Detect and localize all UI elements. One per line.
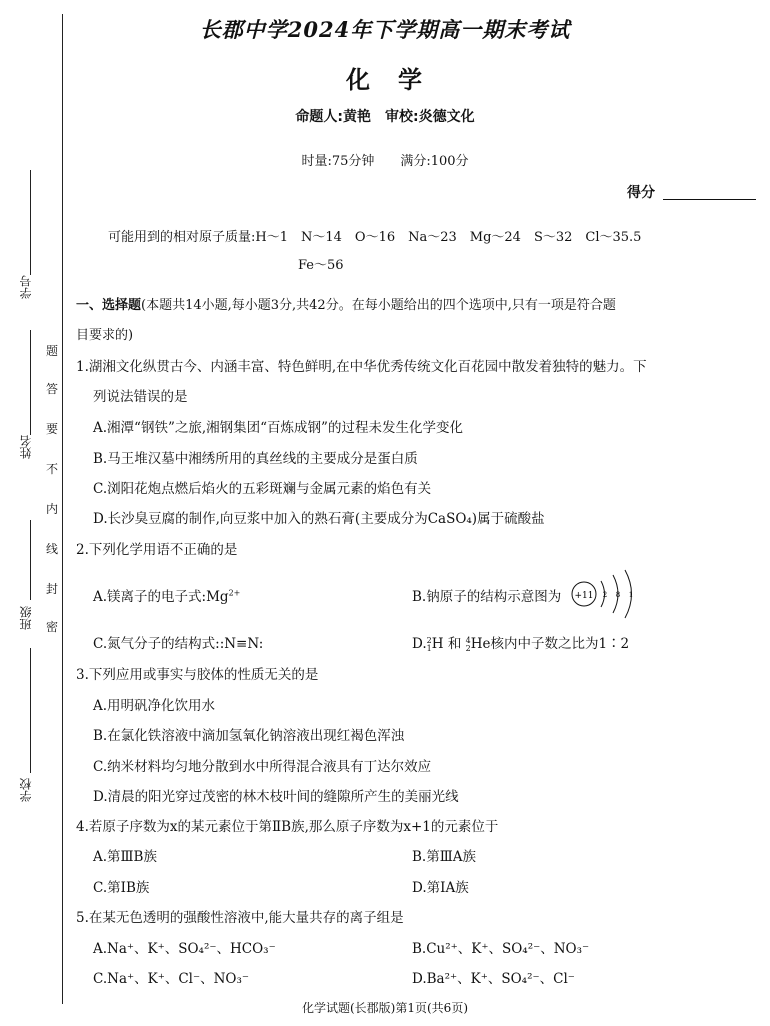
q4-option-c: C.第ⅠB族 (93, 880, 150, 896)
name-label: 姓名 (19, 435, 33, 459)
q5-option-c: C.Na⁺、K⁺、Cl⁻、NO₃⁻ (93, 971, 250, 987)
school-label: 学校 (19, 778, 33, 802)
section-heading (76, 294, 616, 313)
q1-option-c: C.浏阳花炮点燃后焰火的五彩斑斓与金属元素的焰色有关 (93, 481, 432, 497)
q2-a-text: A.镁离子的电子式: (93, 589, 207, 605)
q1-option-b: B.马王堆汉墓中湘绣所用的真丝线的主要成分是蛋白质 (93, 451, 418, 467)
student-id-label: 学号 (19, 275, 33, 299)
q2-a-formula: Mg (206, 589, 229, 605)
q2-d-prefix: D. (412, 636, 427, 652)
seal-char: 不 (46, 462, 59, 476)
q2-stem: 2.下列化学用语不正确的是 (76, 542, 238, 558)
page-footer: 化学试题(长郡版)第1页(共6页) (302, 1001, 468, 1015)
seal-char: 要 (46, 422, 59, 436)
q2-option-b: B.钠原子的结构示意图为 (412, 589, 562, 605)
sodium-atom-diagram (565, 567, 655, 619)
authors: 命题人:黄艳 审校:炎德文化 (295, 109, 475, 125)
student-id-line (30, 170, 31, 275)
q1-option-d: D.长沙臭豆腐的制作,向豆浆中加入的熟石膏(主要成分为CaSO₄)属于硫酸盐 (93, 511, 545, 527)
q1-stem-2: 列说法错误的是 (93, 389, 188, 405)
q2-option-d: D.2 1H 和 4 2He核内中子数之比为1∶2 (412, 635, 630, 653)
isotope-2: 4 2 (465, 635, 471, 653)
nucleus-charge: +11 (574, 591, 594, 601)
q1-stem: 1.湖湘文化纵贯古今、内涵丰富、特色鲜明,在中华优秀传统文化百花园中散发着独特的魅力。下 (76, 359, 647, 375)
q3-option-a: A.用明矾净化饮用水 (93, 698, 216, 714)
q3-option-c: C.纳米材料均匀地分散到水中所得混合液具有丁达尔效应 (93, 759, 432, 775)
time-info: 时量:75分钟 满分:100分 (301, 154, 469, 169)
seal-char: 线 (46, 542, 59, 556)
q4-option-d: D.第ⅠA族 (412, 880, 469, 896)
q5-option-b: B.Cu²⁺、K⁺、SO₄²⁻、NO₃⁻ (412, 941, 590, 957)
score-label: 得分 (627, 185, 655, 201)
q3-stem: 3.下列应用或事实与胶体的性质无关的是 (76, 667, 319, 683)
school-line (30, 648, 31, 773)
section-desc: (本题共14小题,每小题3分,共42分。在每小题给出的四个选项中,只有一项是符合题 (141, 298, 616, 313)
seal-char: 密 (46, 620, 59, 634)
q5-stem: 5.在某无色透明的强酸性溶液中,能大量共存的离子组是 (76, 910, 404, 926)
seal-char: 封 (46, 582, 59, 596)
section-desc-2: 目要求的) (76, 328, 134, 343)
q5-option-a: A.Na⁺、K⁺、SO₄²⁻、HCO₃⁻ (93, 941, 276, 957)
shell-electrons: 2 (602, 591, 608, 599)
q3-option-d: D.清晨的阳光穿过茂密的林木枝叶间的缝隙所产生的美丽光线 (93, 789, 459, 805)
seal-char: 答 (46, 382, 59, 396)
exam-title: 长郡中学2024年下学期高一期末考试 (199, 17, 571, 42)
q2-option-c: C.氮气分子的结构式::N≡N: (93, 636, 264, 652)
seal-char: 题 (46, 344, 59, 358)
q1-option-a: A.湘潭“钢铁”之旅,湘钢集团“百炼成钢”的过程未发生化学变化 (93, 420, 463, 436)
class-line (30, 520, 31, 600)
isotope-1: 2 1 (426, 635, 432, 653)
q5-option-d: D.Ba²⁺、K⁺、SO₄²⁻、Cl⁻ (412, 971, 575, 987)
q4-option-a: A.第ⅢB族 (93, 849, 157, 865)
name-line (30, 330, 31, 435)
section-title: 一、选择题 (76, 298, 142, 313)
score-blank (663, 199, 756, 200)
shell-electrons: 1 (628, 591, 634, 599)
q2-a-charge: 2+ (228, 588, 241, 598)
class-label: 班级 (19, 606, 33, 630)
subject-title: 化 学 (346, 65, 424, 94)
q3-option-b: B.在氯化铁溶液中滴加氢氧化钠溶液出现红褐色浑浊 (93, 728, 405, 744)
q2-option-a (93, 585, 240, 605)
q4-stem: 4.若原子序数为x的某元素位于第ⅡB族,那么原子序数为x+1的元素位于 (76, 819, 499, 835)
atomic-masses-2: Fe～56 (298, 258, 344, 273)
q4-option-b: B.第ⅢA族 (412, 849, 476, 865)
atomic-masses: 可能用到的相对原子质量:H～1 N～14 O～16 Na～23 Mg～24 S～32 Cl～35.5 (108, 230, 642, 245)
seal-char: 内 (46, 502, 59, 516)
shell-electrons: 8 (615, 591, 621, 599)
